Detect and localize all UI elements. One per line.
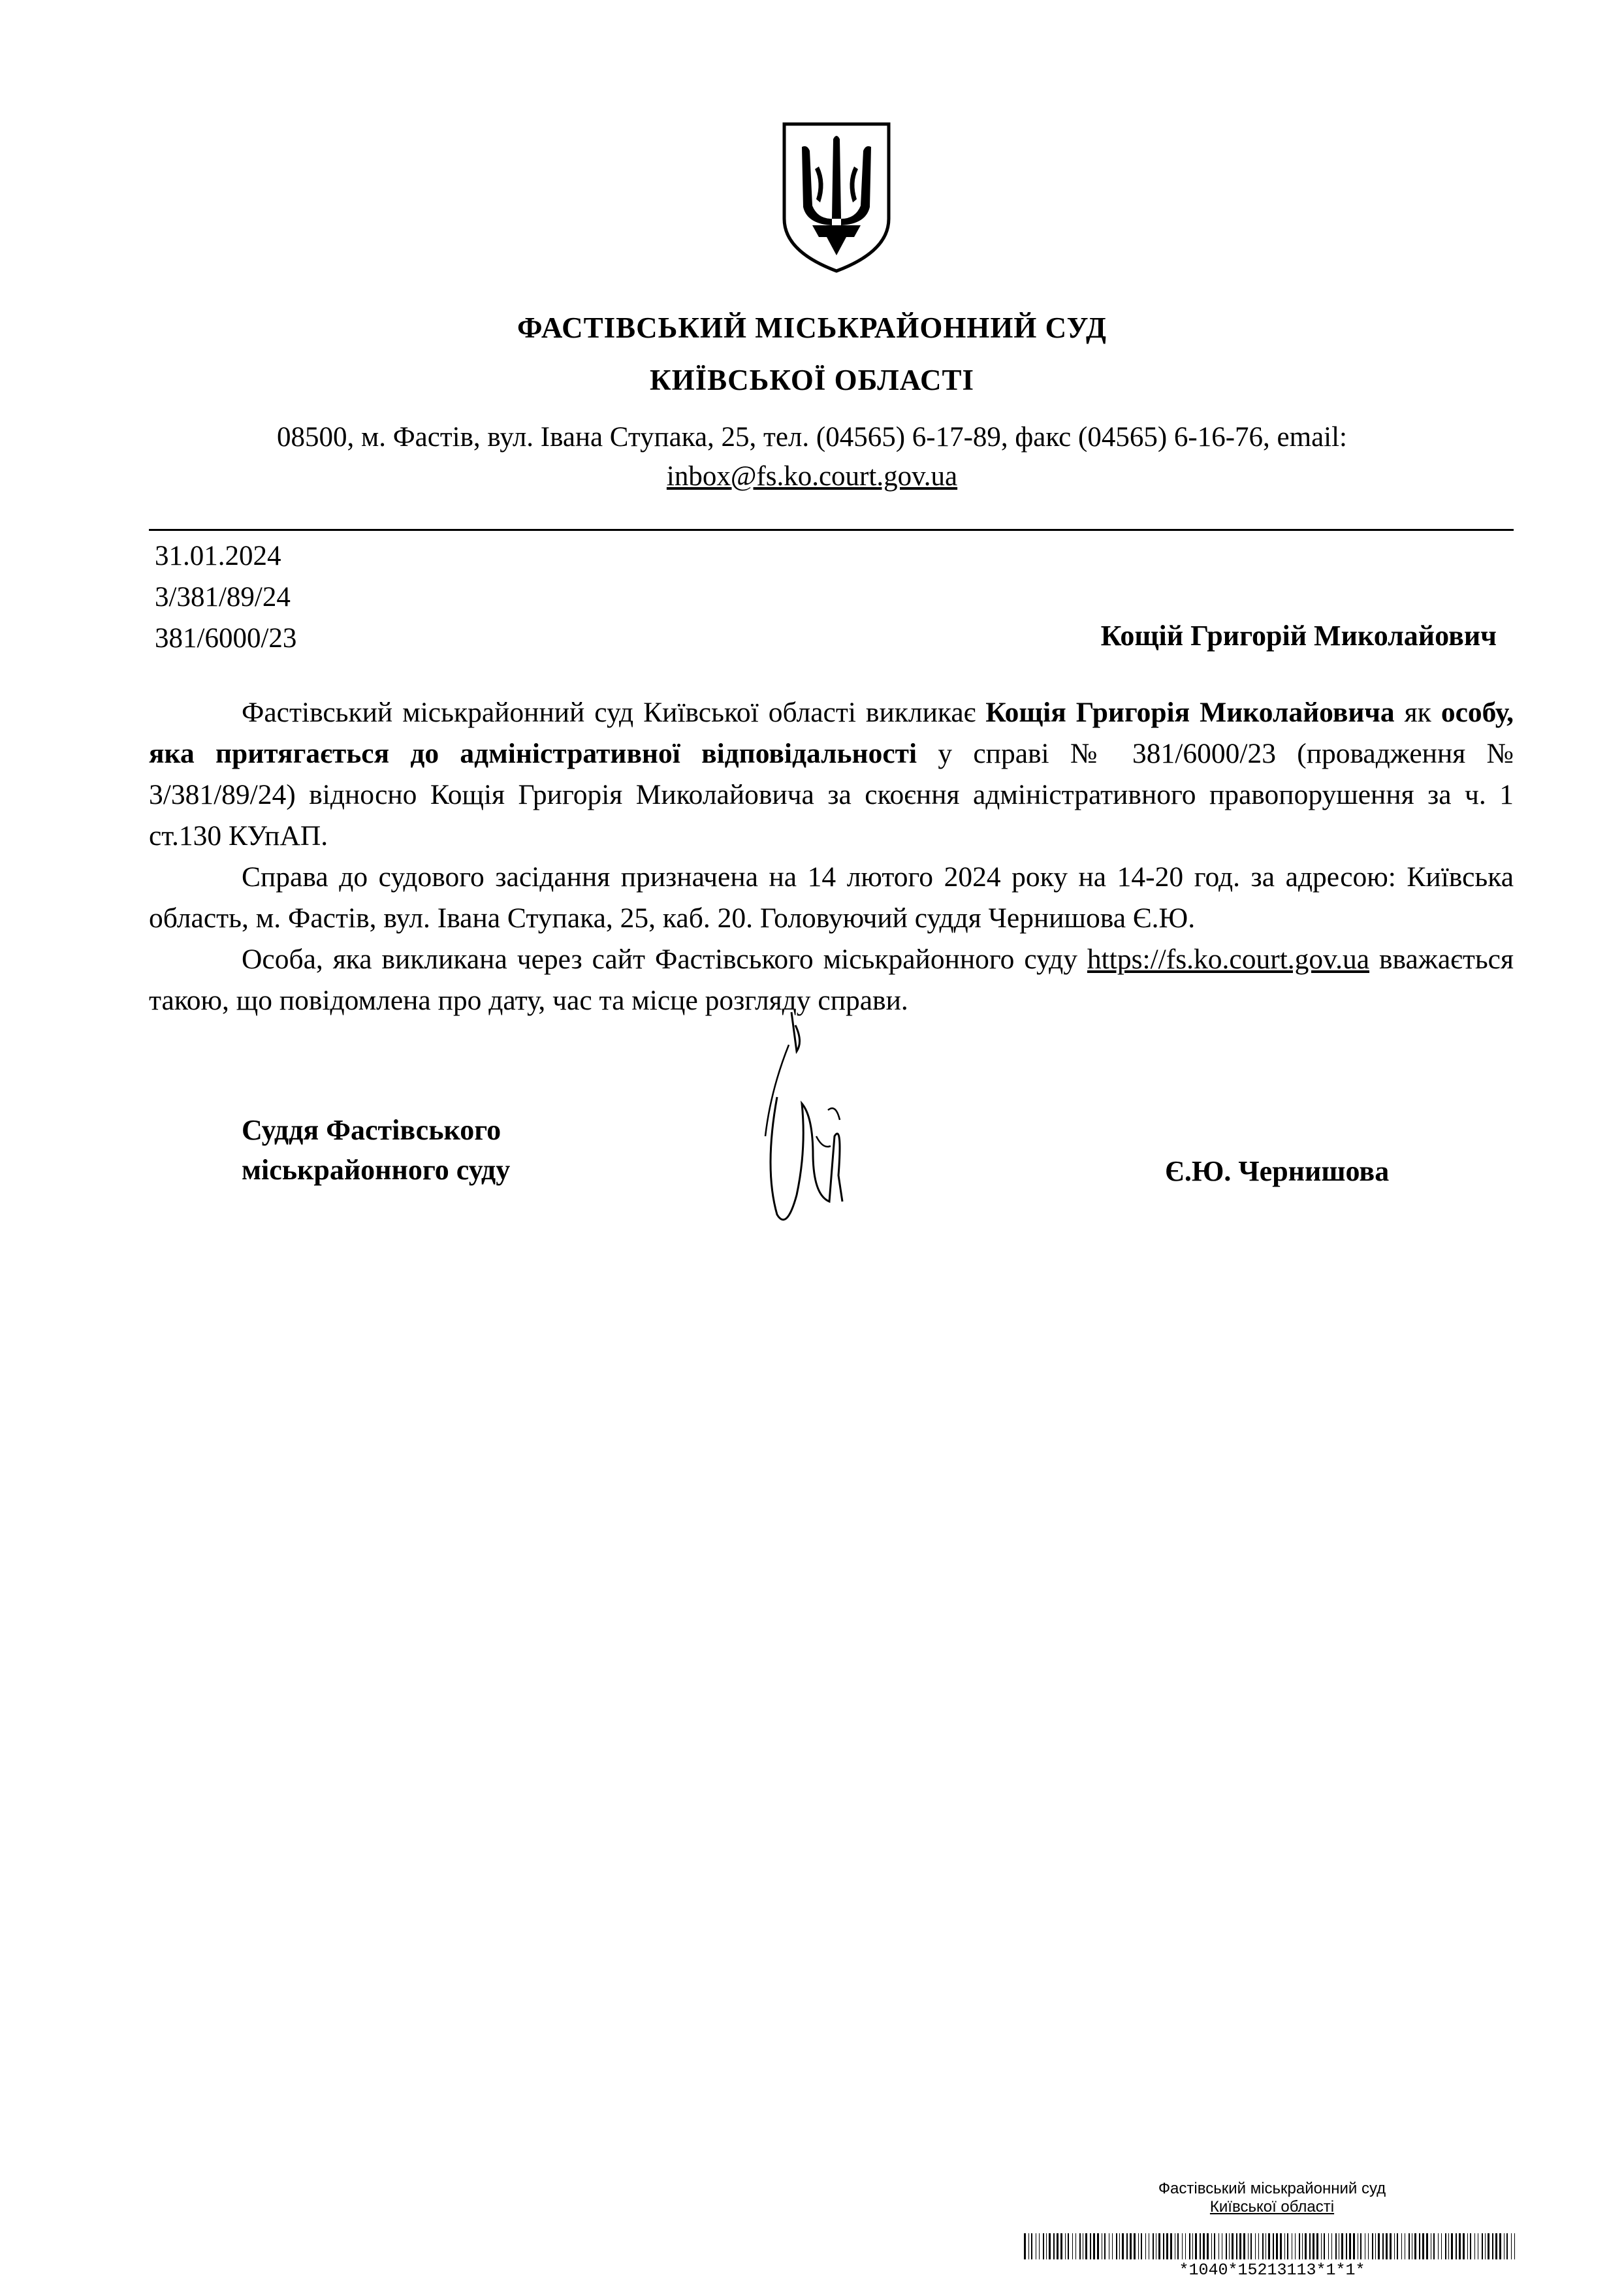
p1-person-name: Кощія Григорія Миколайовича: [985, 697, 1395, 728]
paragraph-hearing: Справа до судового засідання призначена на 14 лютого 2024 року на 14-20 год. за адресою: Київська область, м. Фастів, вул. Івана Ступака, 25, каб. 20. Головуючий суддя Чернишова Є.Ю.: [149, 861, 1514, 934]
signatory-title-line1: Суддя Фастівського: [242, 1114, 502, 1146]
registry-stamp: [1024, 2180, 1520, 2216]
stamp-line2: Київської області: [1209, 2198, 1335, 2216]
stamp-line1: Фастівський міськрайонний суд: [1158, 2180, 1386, 2197]
court-address: 08500, м. Фастів, вул. Івана Ступака, 25, тел. (04565) 6-17-89, факс (04565) 6-16-76, email:: [277, 422, 1347, 453]
court-name-line2: КИЇВСЬКОЇ ОБЛАСТІ: [649, 364, 975, 396]
p1-text-a: Фастівський міськрайонний суд Київської області викликає: [242, 697, 986, 728]
addressee-name: Кощій Григорій Миколайович: [1100, 620, 1497, 652]
court-name-line1: ФАСТІВСЬКИЙ МІСЬКРАЙОННИЙ СУД: [517, 311, 1107, 344]
p3-text-b: вважається такою, що повідомлена про дату, час та місце розгляду справи.: [149, 944, 1514, 1016]
barcode: [1024, 2233, 1520, 2259]
barcode-number: *1040*15213113*1*1*: [1179, 2261, 1365, 2280]
p1-text-e: у справі № 381/6000/23 (провадження № 3/381/89/24) відносно Кощія Григорія Миколайовича за скоєння адміністративного правопорушення за ч. 1 ст.130 КУпАП.: [149, 738, 1514, 852]
summons-body: [149, 692, 1514, 1021]
document-refs: [155, 535, 296, 659]
paragraph-summons: [149, 692, 1514, 857]
court-email-line: [0, 460, 1624, 492]
signatory-name: Є.Ю. Чернишова: [1165, 1155, 1390, 1187]
signatory-title-line2: міськрайонного суду: [242, 1154, 511, 1186]
p3-text-a: Особа, яка викликана через сайт Фастівського міськрайонного суду: [242, 944, 1087, 975]
court-email-link[interactable]: inbox@fs.ko.court.gov.ua: [666, 461, 958, 492]
document-date: 31.01.2024: [155, 541, 281, 571]
p1-text-c: як: [1394, 697, 1441, 728]
case-number: 381/6000/23: [155, 623, 297, 654]
court-website-link[interactable]: https://fs.ko.court.gov.ua: [1087, 944, 1370, 975]
p1-status: особу, яка притягається до адміністративної відповідальності: [149, 697, 1514, 769]
trident-coat-of-arms-icon: [781, 121, 892, 274]
signatory-title: [242, 1110, 510, 1190]
header-divider: [149, 529, 1514, 531]
handwritten-signature: [751, 1006, 868, 1234]
proceeding-number: 3/381/89/24: [155, 582, 291, 613]
